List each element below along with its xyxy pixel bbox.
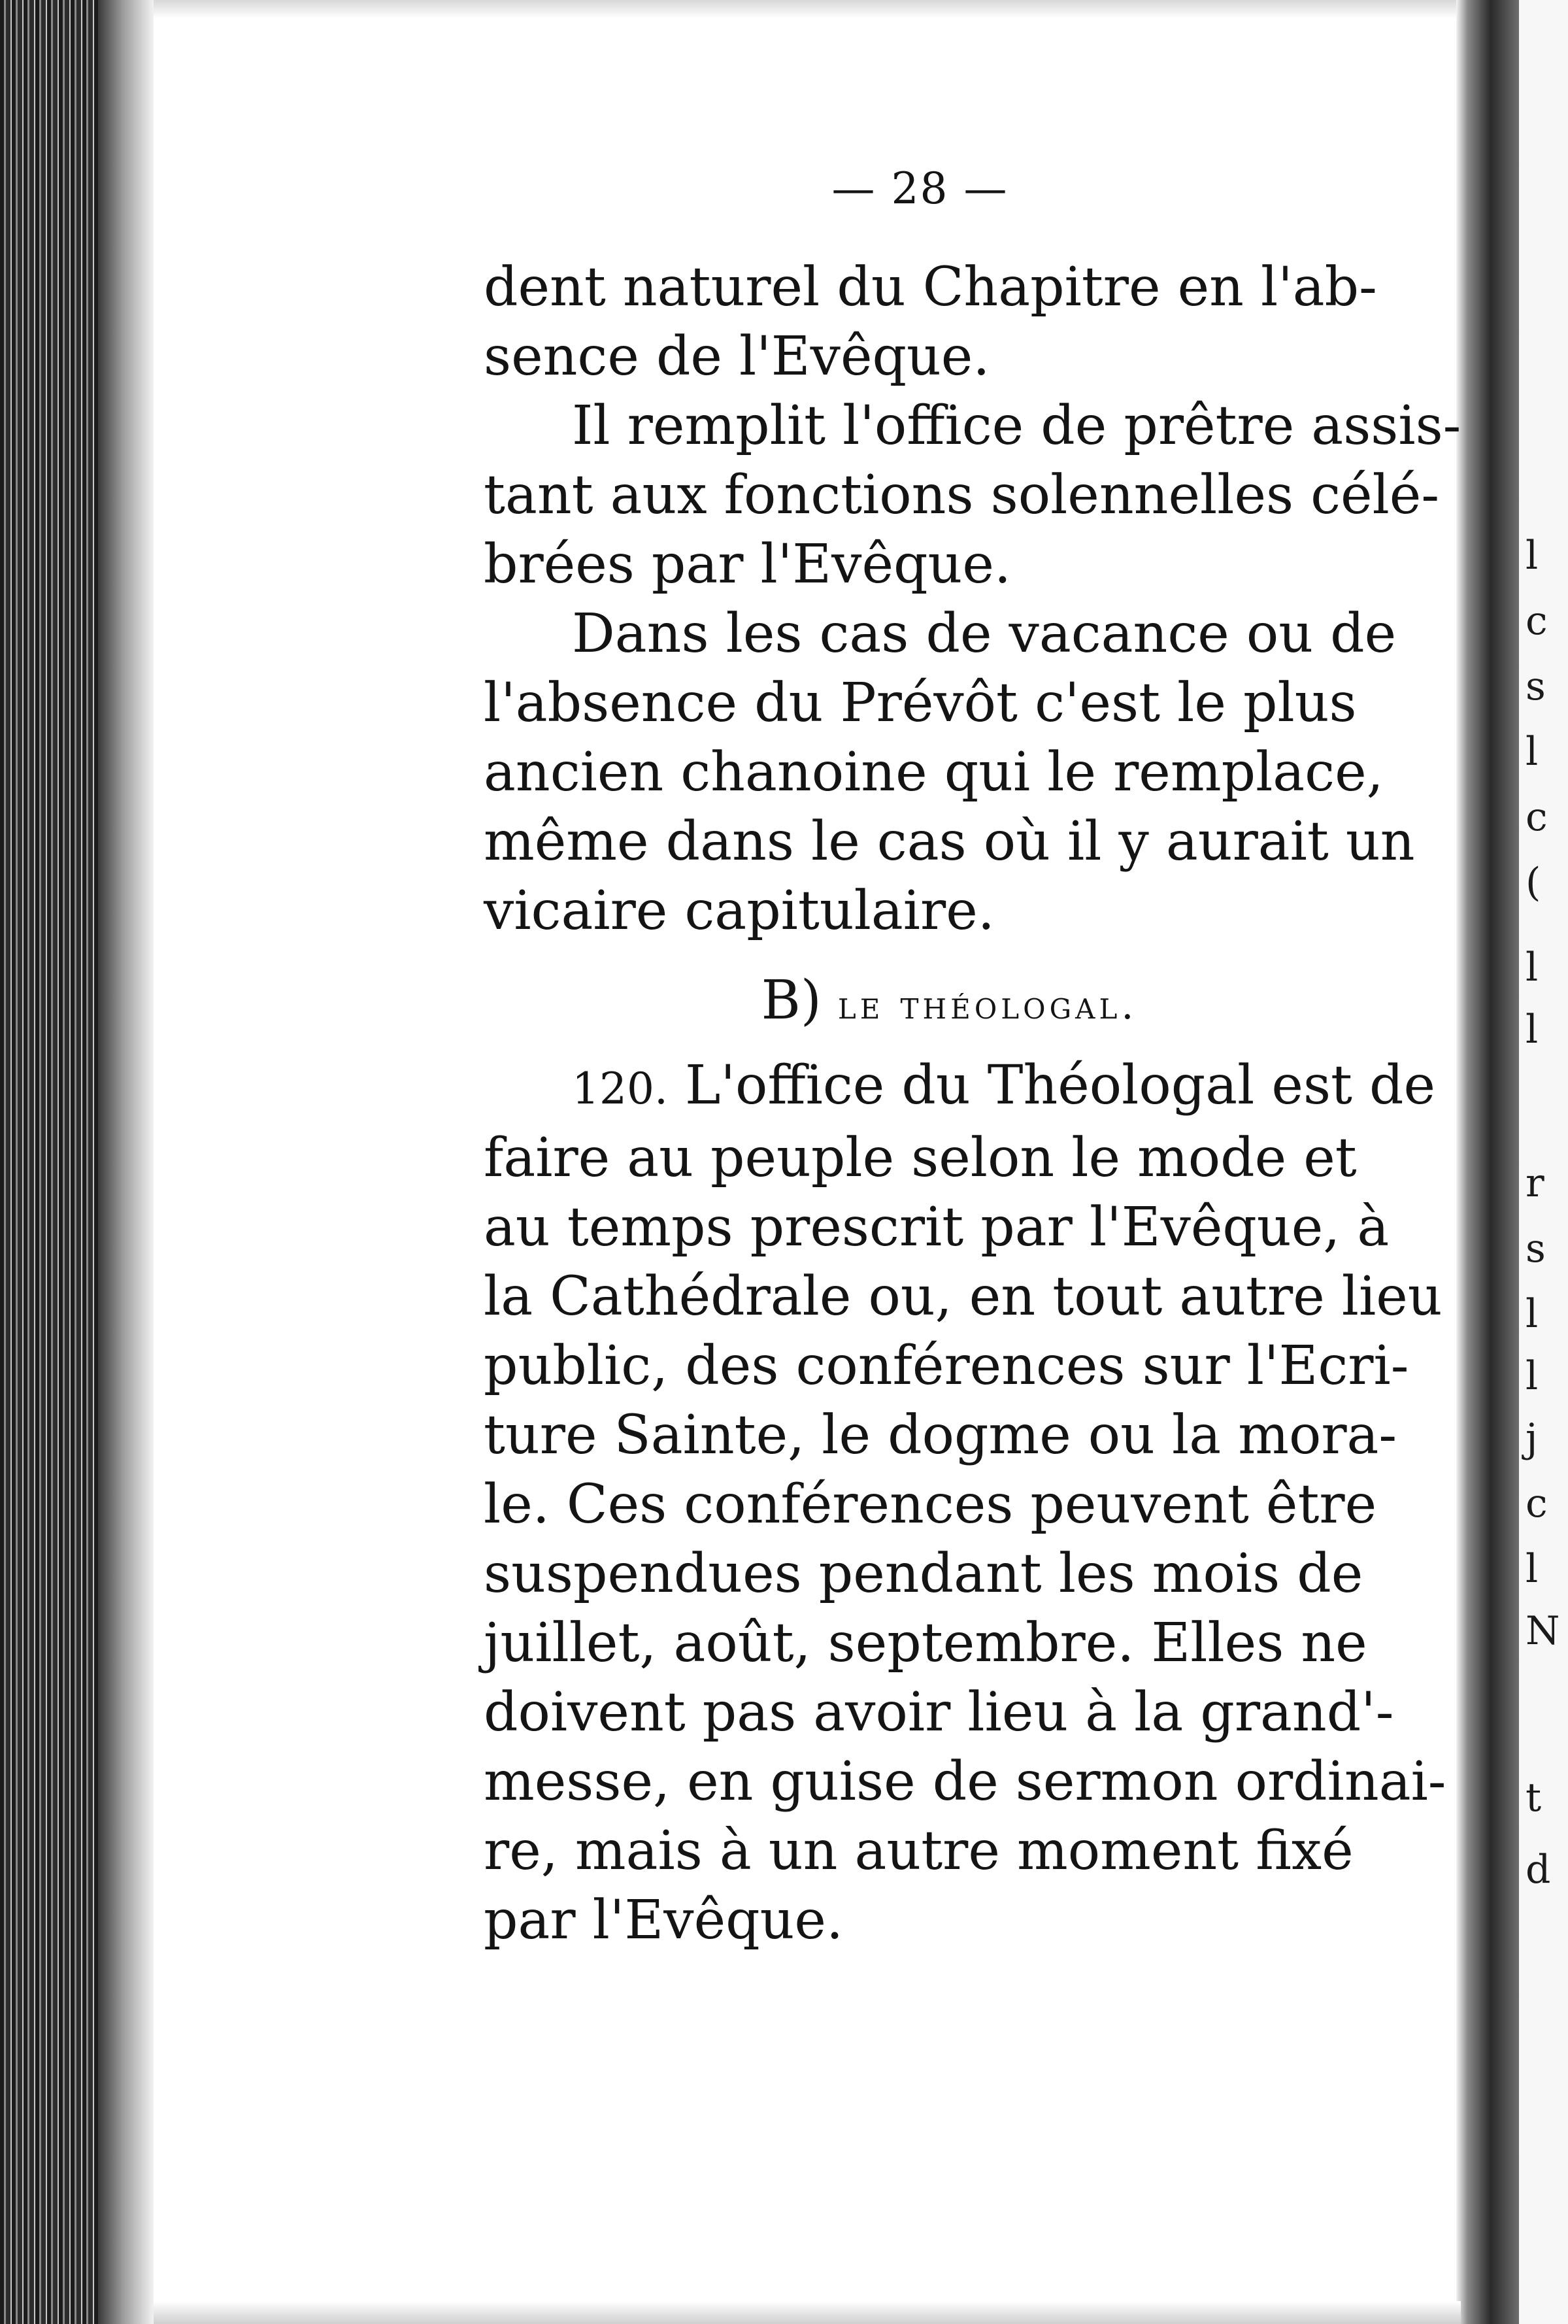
text-line: suspendues pendant les mois de bbox=[484, 1543, 1363, 1605]
facing-page-glyph: c bbox=[1526, 794, 1548, 840]
facing-page-glyph: l bbox=[1526, 1353, 1539, 1399]
text-line: Il remplit l'office de prêtre assis- bbox=[572, 395, 1461, 457]
paragraph bbox=[484, 253, 1461, 392]
facing-page-glyph: c bbox=[1526, 598, 1548, 644]
book-binding-edge bbox=[0, 0, 154, 2324]
facing-page-glyph: r bbox=[1526, 1160, 1544, 1206]
page-number: — 28 — bbox=[831, 163, 1009, 214]
facing-page-glyph: l bbox=[1526, 533, 1539, 579]
text-line: vicaire capitulaire. bbox=[484, 880, 995, 942]
facing-page-glyph: l bbox=[1526, 729, 1539, 775]
facing-page-glyph: d bbox=[1526, 1847, 1551, 1893]
text-line: au temps prescrit par l'Evêque, à bbox=[484, 1196, 1390, 1258]
text-line: sence de l'Evêque. bbox=[484, 326, 990, 388]
paragraph bbox=[484, 599, 1461, 946]
facing-page-glyph: s bbox=[1526, 1226, 1546, 1271]
facing-page-glyph: l bbox=[1526, 945, 1539, 990]
section-title: le théologal. bbox=[837, 983, 1138, 1028]
text-line: même dans le cas où il y aurait un bbox=[484, 811, 1415, 873]
text-line: brées par l'Evêque. bbox=[484, 533, 1011, 596]
section-heading bbox=[438, 969, 1461, 1032]
facing-page-glyph: l bbox=[1526, 1007, 1539, 1053]
text-line: par l'Evêque. bbox=[484, 1889, 844, 1951]
text-line: public, des conférences sur l'Ecri- bbox=[484, 1335, 1409, 1397]
text-line: dent naturel du Chapitre en l'ab- bbox=[484, 256, 1377, 318]
page-bottom-shadow bbox=[154, 2301, 1461, 2324]
text-before-heading bbox=[484, 253, 1461, 946]
facing-page-glyph: ( bbox=[1526, 860, 1541, 905]
text-line: ture Sainte, le dogme ou la mora- bbox=[484, 1404, 1397, 1466]
text-line: l'absence du Prévôt c'est le plus bbox=[484, 672, 1357, 734]
paragraph-theologal bbox=[484, 1051, 1461, 1955]
first-line-text: L'office du Théologal est de bbox=[685, 1054, 1436, 1117]
section-letter: B) bbox=[761, 969, 822, 1032]
page-top-shadow bbox=[154, 0, 1461, 18]
text-line: faire au peuple selon le mode et bbox=[484, 1127, 1357, 1189]
article-number: 120. bbox=[572, 1064, 668, 1114]
facing-page-glyph: l bbox=[1526, 1546, 1539, 1592]
paragraph-lines bbox=[484, 1124, 1461, 1955]
text-line: doivent pas avoir lieu à la grand'- bbox=[484, 1681, 1394, 1743]
facing-page-glyph: t bbox=[1526, 1775, 1542, 1821]
facing-page-glyph: l bbox=[1526, 1291, 1539, 1337]
text-line: Dans les cas de vacance ou de bbox=[572, 603, 1397, 665]
text-line: le. Ces conférences peuvent être bbox=[484, 1474, 1377, 1536]
text-line: ancien chanoine qui le remplace, bbox=[484, 741, 1384, 803]
paragraph bbox=[484, 392, 1461, 599]
facing-page-glyph: s bbox=[1526, 664, 1546, 709]
facing-page-glyph: j bbox=[1526, 1415, 1538, 1461]
facing-page-glyph: c bbox=[1526, 1481, 1548, 1526]
gutter-shadow bbox=[1456, 0, 1519, 2324]
text-line: juillet, août, septembre. Elles ne bbox=[484, 1612, 1367, 1674]
paragraph-first-line bbox=[484, 1051, 1461, 1124]
book-page bbox=[484, 163, 1461, 1955]
text-line: tant aux fonctions solennelles célé- bbox=[484, 464, 1440, 526]
facing-page-edge bbox=[1519, 0, 1568, 2324]
facing-page-glyph: N bbox=[1526, 1608, 1560, 1654]
text-line: messe, en guise de sermon ordinai- bbox=[484, 1751, 1446, 1813]
text-line: la Cathédrale ou, en tout autre lieu bbox=[484, 1266, 1443, 1328]
text-line: re, mais à un autre moment fixé bbox=[484, 1820, 1354, 1882]
